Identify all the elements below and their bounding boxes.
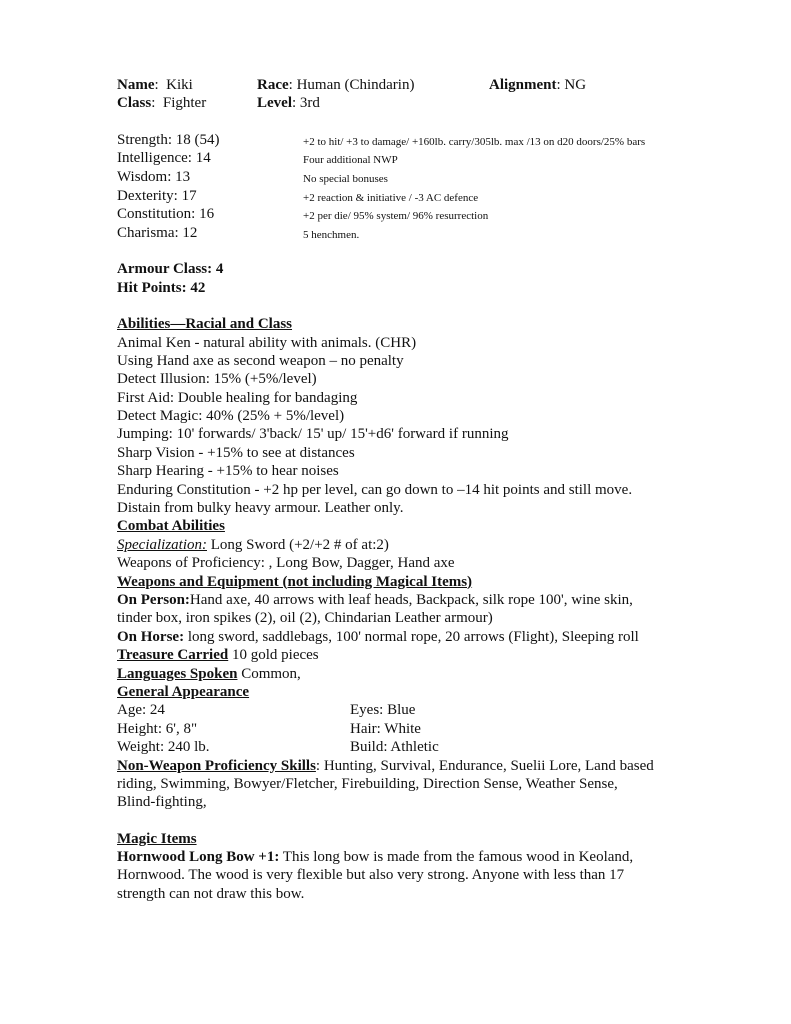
- languages: [117, 665, 677, 683]
- magic-item-continued: strength can not draw this bow.: [117, 885, 305, 902]
- level-field: Level: 3rd: [257, 95, 320, 112]
- ability-item: Sharp Hearing - +15% to hear noises: [117, 463, 339, 480]
- treasure: [117, 646, 677, 664]
- spacer: [117, 113, 677, 131]
- nwp-label: Non-Weapon Proficiency Skills: [117, 757, 316, 774]
- ability-item: Animal Ken - natural ability with animals. (CHR): [117, 334, 417, 351]
- level-label: Level: [257, 95, 292, 112]
- name-value: Kiki: [166, 77, 193, 93]
- stat-row: [117, 187, 677, 206]
- languages-value: Common,: [237, 665, 301, 682]
- race-label: Race: [257, 77, 289, 93]
- ability-scores: [117, 131, 677, 243]
- stat-label: Dexterity: 17: [117, 187, 197, 204]
- height: Height: 6', 8": [117, 720, 198, 737]
- magic-item: [117, 848, 677, 866]
- equipment-heading: Weapons and Equipment (not including Magical Items): [117, 573, 473, 590]
- stat-row: [117, 168, 677, 187]
- stat-note: +2 reaction & initiative / -3 AC defence: [303, 191, 479, 204]
- specialization-label: Specialization:: [117, 536, 207, 553]
- spacer: [117, 812, 677, 830]
- spacer: [117, 297, 677, 315]
- class-field: Class: Fighter: [117, 95, 207, 112]
- stat-label: Constitution: 16: [117, 206, 215, 223]
- hit-points: Hit Points: 42: [117, 279, 206, 296]
- stat-note: +2 to hit/ +3 to damage/ +160lb. carry/305lb. max /13 on d20 doors/25% bars: [303, 135, 646, 148]
- stat-row: [117, 131, 677, 150]
- on-person: [117, 591, 677, 609]
- level-value: 3rd: [299, 95, 320, 112]
- race-field: Race: Human (Chindarin): [257, 77, 415, 93]
- languages-label: Languages Spoken: [117, 665, 238, 682]
- weapon-proficiency: Weapons of Proficiency: , Long Bow, Dagger, Hand axe: [117, 555, 455, 572]
- ability-item: Enduring Constitution - +2 hp per level, can go down to –14 hit points and still move.: [117, 481, 633, 498]
- header-row-2: [117, 94, 677, 112]
- ability-item: Using Hand axe as second weapon – no penalty: [117, 352, 404, 369]
- on-horse-value: long sword, saddlebags, 100' normal rope, 20 arrows (Flight), Sleeping roll: [184, 628, 639, 645]
- treasure-value: 10 gold pieces: [228, 647, 319, 664]
- spacer: [117, 242, 677, 260]
- age: Age: 24: [117, 702, 165, 719]
- class-label: Class: [117, 95, 152, 112]
- appearance-heading: General Appearance: [117, 683, 250, 700]
- race-value: Human (Chindarin): [296, 77, 415, 93]
- on-person-label: On Person:: [117, 591, 190, 608]
- weight: Weight: 240 lb.: [117, 739, 210, 756]
- alignment-label: Alignment: [489, 77, 557, 93]
- specialization-value: Long Sword (+2/+2 # of at:2): [207, 536, 389, 553]
- ability-item: First Aid: Double healing for bandaging: [117, 389, 358, 406]
- on-horse-label: On Horse:: [117, 628, 185, 645]
- stat-row: [117, 149, 677, 168]
- stat-label: Wisdom: 13: [117, 168, 191, 185]
- appearance-row: [117, 738, 677, 756]
- appearance-row: [117, 701, 677, 719]
- on-person-value: Hand axe, 40 arrows with leaf heads, Backpack, silk rope 100', wine skin,: [189, 591, 633, 608]
- stat-label: Charisma: 12: [117, 224, 198, 241]
- build: Build: Athletic: [350, 739, 439, 756]
- stat-row: [117, 205, 677, 224]
- ability-item: Detect Illusion: 15% (+5%/level): [117, 371, 317, 388]
- magic-item-continued: Hornwood. The wood is very flexible but also very strong. Anyone with less than 17: [117, 867, 625, 884]
- magic-heading: Magic Items: [117, 830, 197, 847]
- on-horse: [117, 628, 677, 646]
- hair: Hair: White: [350, 720, 421, 737]
- on-person-continued: tinder box, iron spikes (2), oil (2), Chindarian Leather armour): [117, 610, 493, 627]
- ability-item: Jumping: 10' forwards/ 3'back/ 15' up/ 15'+d6' forward if running: [117, 426, 509, 443]
- character-sheet: [117, 76, 677, 903]
- ability-item: Distain from bulky heavy armour. Leather only.: [117, 500, 404, 517]
- class-value: Fighter: [162, 95, 207, 112]
- nwp-continued: riding, Swimming, Bowyer/Fletcher, Firebuilding, Direction Sense, Weather Sense,: [117, 775, 618, 792]
- magic-item-desc: This long bow is made from the famous wood in Keoland,: [279, 849, 634, 866]
- specialization: [117, 536, 677, 554]
- stat-note: No special bonuses: [303, 172, 388, 185]
- abilities-heading: Abilities—Racial and Class: [117, 316, 293, 333]
- ability-item: Detect Magic: 40% (25% + 5%/level): [117, 408, 345, 425]
- stat-note: 5 henchmen.: [303, 228, 360, 241]
- nwp-value: : Hunting, Survival, Endurance, Suelii Lore, Land based: [315, 757, 654, 774]
- stat-label: Strength: 18 (54): [117, 131, 220, 148]
- nwp-continued: Blind-fighting,: [117, 794, 207, 811]
- alignment-field: Alignment: NG: [489, 77, 587, 93]
- ability-item: Sharp Vision - +15% to see at distances: [117, 444, 355, 461]
- stat-label: Intelligence: 14: [117, 150, 211, 167]
- stat-row: [117, 224, 677, 243]
- magic-item-label: Hornwood Long Bow +1:: [117, 849, 280, 866]
- stat-note: Four additional NWP: [303, 154, 398, 167]
- header-row-1: [117, 76, 677, 94]
- stat-note: +2 per die/ 95% system/ 96% resurrection: [303, 210, 489, 223]
- eyes: Eyes: Blue: [350, 702, 416, 719]
- combat-heading: Combat Abilities: [117, 518, 225, 535]
- treasure-label: Treasure Carried: [117, 647, 229, 664]
- name-field: Name: Kiki: [117, 77, 193, 93]
- name-label: Name: [117, 77, 155, 93]
- nwp-skills: [117, 757, 677, 775]
- alignment-value: NG: [564, 77, 587, 93]
- armour-class: Armour Class: 4: [117, 261, 224, 278]
- appearance-row: [117, 720, 677, 738]
